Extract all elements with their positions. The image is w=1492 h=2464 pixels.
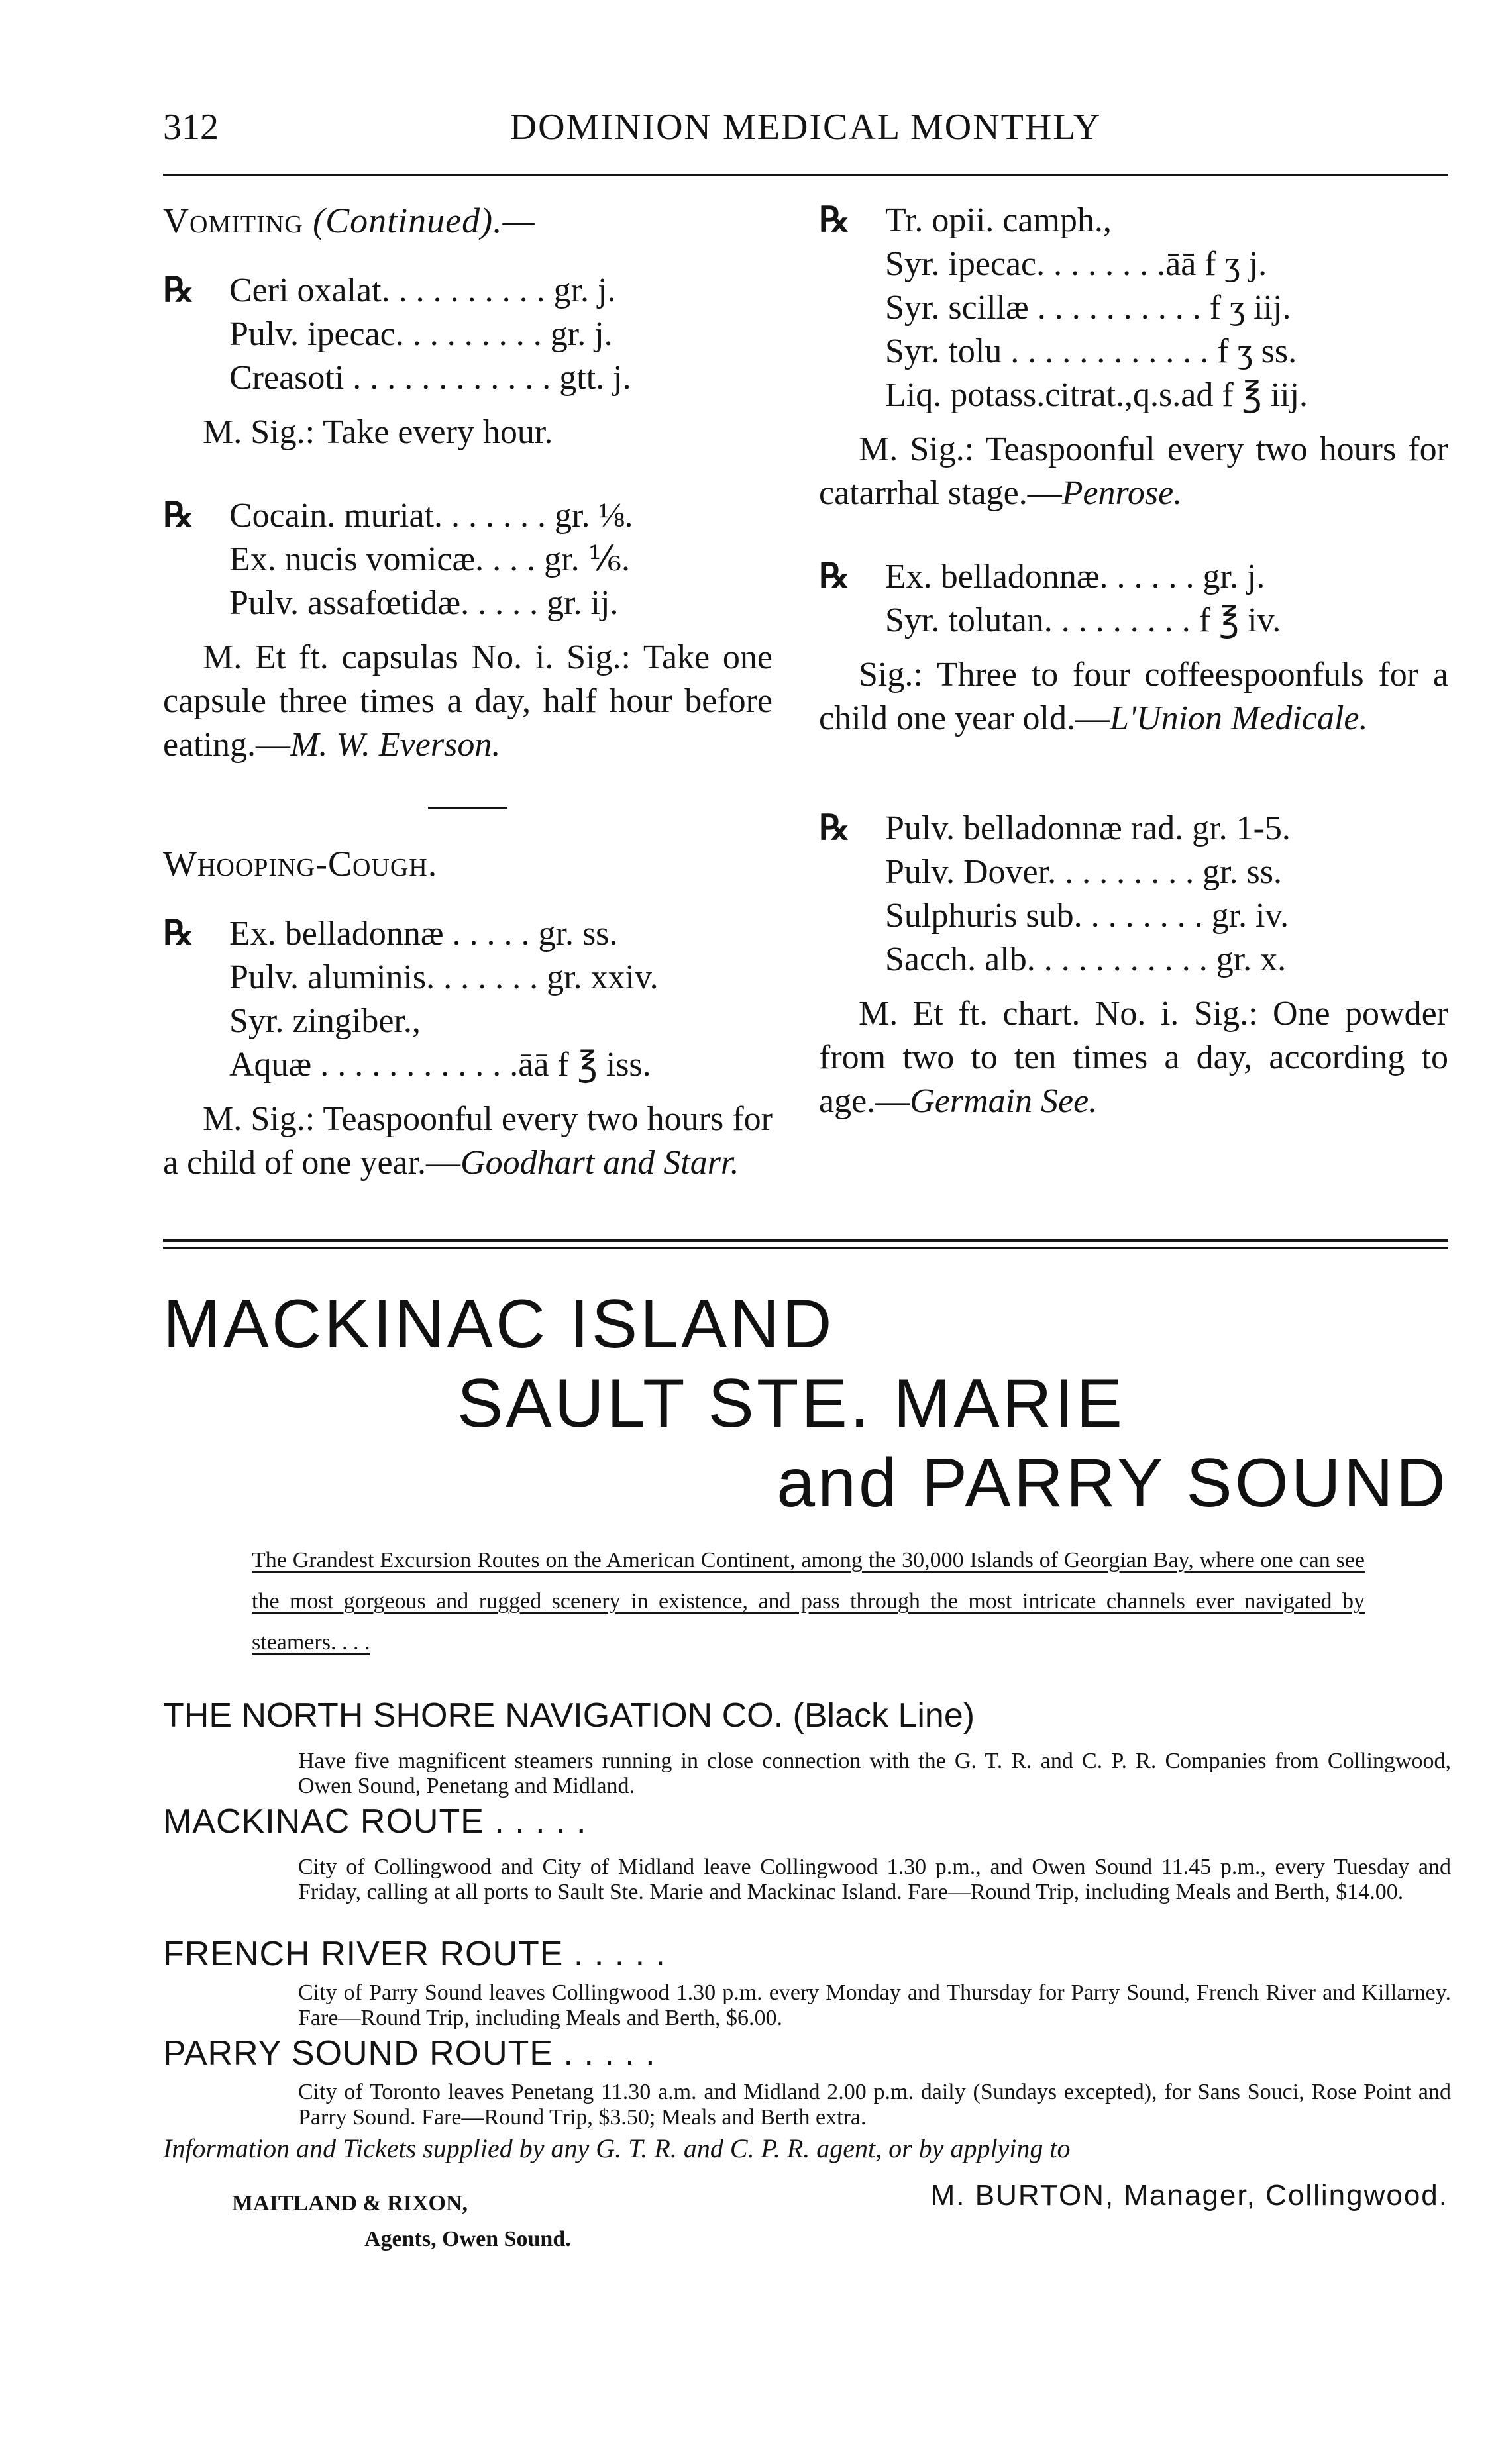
advert-title-line-1: MACKINAC ISLAND — [163, 1286, 835, 1362]
rx-line: Creasoti . . . . . . . . . . . . gtt. j. — [229, 359, 631, 397]
advert-description-text: The Grandest Excursion Routes on the American Continent, among the 30,000 Islands of Georgian Bay, where one can see the most gorgeous and rugged scenery in existence, and pass through the most intricate channels ever navigated by steamers. . . . — [252, 1548, 1365, 1655]
rx-symbol: ℞ — [819, 809, 850, 847]
rx-signature — [819, 428, 1448, 515]
rx-signature — [163, 636, 773, 767]
rx-line: Syr. scillæ . . . . . . . . . . f ʒ iij. — [885, 289, 1291, 327]
running-title: DOMINION MEDICAL MONTHLY — [509, 107, 1102, 148]
rx-signature: M. Sig.: Take every hour. — [203, 413, 553, 451]
advert-rule-top — [163, 1239, 1448, 1242]
rx-line: Syr. tolu . . . . . . . . . . . . f ʒ ss. — [885, 333, 1297, 370]
rx-line: Tr. opii. camph., — [885, 201, 1112, 239]
rx-sig-text: M. Et ft. capsulas No. i. Sig.: Take one capsule three times a day, half hour before eating.— — [163, 639, 773, 764]
rx-line: Cocain. muriat. . . . . . . gr. ⅛. — [229, 497, 633, 535]
rx-author: Penrose. — [1061, 474, 1183, 512]
agents-name: MAITLAND & RIXON, — [232, 2191, 468, 2216]
rx-sig-text: Sig.: Three to four coffeespoonfuls for a child one year old.— — [819, 656, 1448, 737]
page-header — [163, 99, 1448, 159]
advert-rule-bottom — [163, 1247, 1448, 1249]
prescription-5 — [819, 555, 1448, 642]
advert-title-line-2: SAULT STE. MARIE — [457, 1365, 1125, 1442]
prescription-1 — [163, 269, 773, 400]
agents-location: Agents, Owen Sound. — [364, 2227, 571, 2251]
rx-author: Germain See. — [910, 1082, 1098, 1120]
continued-label: (Continued).— — [313, 201, 535, 240]
right-column — [819, 199, 1448, 1163]
rx-line: Syr. tolutan. . . . . . . . . f ℥ iv. — [885, 601, 1281, 639]
ticket-info: Information and Tickets supplied by any G. T. R. and C. P. R. agent, or by applying to — [163, 2133, 1071, 2163]
prescription-3 — [163, 912, 773, 1087]
rx-line: Pulv. ipecac. . . . . . . . . gr. j. — [229, 315, 613, 353]
page-number: 312 — [163, 107, 219, 148]
header-rule — [163, 174, 1448, 176]
section-heading-whooping: Whooping-Cough. — [163, 844, 438, 884]
rx-sig-text: M. Sig.: Teaspoonful every two hours for a child of one year.— — [163, 1100, 773, 1182]
advert-description — [252, 1540, 1365, 1663]
rx-line: Sacch. alb. . . . . . . . . . . gr. x. — [885, 941, 1287, 978]
advert-title-line-3: and PARRY SOUND — [776, 1445, 1448, 1521]
agents-block — [232, 2186, 571, 2257]
rx-line: Pulv. Dover. . . . . . . . . gr. ss. — [885, 853, 1282, 891]
rx-symbol: ℞ — [819, 558, 850, 595]
section-divider — [428, 807, 507, 809]
route-text-french-river: City of Parry Sound leaves Collingwood 1.30 p.m. every Monday and Thursday for Parry Sound, French River and Killarney. Fare—Round Trip, including Meals and Berth, $6.00. — [298, 1980, 1451, 2030]
rx-line: Pulv. belladonnæ rad. gr. 1-5. — [885, 809, 1291, 847]
prescription-2 — [163, 494, 773, 625]
route-heading-mackinac: MACKINAC ROUTE . . . . . — [163, 1802, 587, 1841]
rx-line: Ceri oxalat. . . . . . . . . . gr. j. — [229, 272, 616, 309]
rx-line: Syr. ipecac. . . . . . . .āā f ʒ j. — [885, 245, 1267, 283]
rx-line: Aquæ . . . . . . . . . . . .āā f ℥ iss. — [229, 1046, 651, 1084]
rx-line: Ex. belladonnæ . . . . . gr. ss. — [229, 915, 618, 952]
rx-symbol: ℞ — [163, 272, 194, 309]
section-heading-vomiting — [163, 199, 773, 242]
left-column — [163, 199, 773, 1225]
prescription-6 — [819, 807, 1448, 982]
company-name: THE NORTH SHORE NAVIGATION CO. (Black Line) — [163, 1696, 975, 1735]
manager-signature: M. BURTON, Manager, Collingwood. — [930, 2179, 1448, 2212]
rx-line: Liq. potass.citrat.,q.s.ad f ℥ iij. — [885, 376, 1308, 414]
route-text-parry-sound: City of Toronto leaves Penetang 11.30 a.m. and Midland 2.00 p.m. daily (Sundays excepted), for Sans Souci, Rose Point and Parry Sound. Fare—Round Trip, $3.50; Meals and Berth extra. — [298, 2080, 1451, 2130]
company-text: Have five magnificent steamers running in close connection with the G. T. R. and C. P. R. Companies from Collingwood, Owen Sound, Penetang and Midland. — [298, 1749, 1451, 1798]
rx-sig-text: M. Sig.: Teaspoonful every two hours for catarrhal stage.— — [819, 431, 1448, 512]
route-text-mackinac: City of Collingwood and City of Midland leave Collingwood 1.30 p.m., and Owen Sound 11.45 p.m., every Tuesday and Friday, calling at all ports to Sault Ste. Marie and Mackinac Island. Fare—Round Trip, including Meals and Berth, $14.00. — [298, 1855, 1451, 1904]
rx-author: Goodhart and Starr. — [460, 1144, 739, 1182]
prescription-4 — [819, 199, 1448, 417]
rx-sig-text: M. Et ft. chart. No. i. Sig.: One powder from two to ten times a day, according to age.— — [819, 995, 1448, 1120]
rx-symbol: ℞ — [163, 497, 194, 535]
rx-line: Pulv. assafœtidæ. . . . . gr. ij. — [229, 584, 619, 622]
rx-line: Ex. nucis vomicæ. . . . gr. ⅙. — [229, 540, 631, 578]
rx-signature — [819, 992, 1448, 1123]
rx-line: Syr. zingiber., — [229, 1002, 421, 1040]
rx-signature — [819, 653, 1448, 741]
rx-author: L'Union Medicale. — [1109, 699, 1368, 737]
rx-symbol: ℞ — [163, 915, 194, 952]
rx-symbol: ℞ — [819, 201, 850, 239]
vomiting-heading: Vomiting — [163, 201, 303, 240]
route-heading-parry-sound: PARRY SOUND ROUTE . . . . . — [163, 2034, 656, 2073]
rx-signature — [163, 1098, 773, 1185]
route-heading-french-river: FRENCH RIVER ROUTE . . . . . — [163, 1935, 666, 1973]
rx-author: M. W. Everson. — [290, 726, 501, 764]
rx-line: Sulphuris sub. . . . . . . . gr. iv. — [885, 897, 1289, 935]
rx-line: Ex. belladonnæ. . . . . . gr. j. — [885, 558, 1265, 595]
rx-line: Pulv. aluminis. . . . . . . gr. xxiv. — [229, 958, 659, 996]
